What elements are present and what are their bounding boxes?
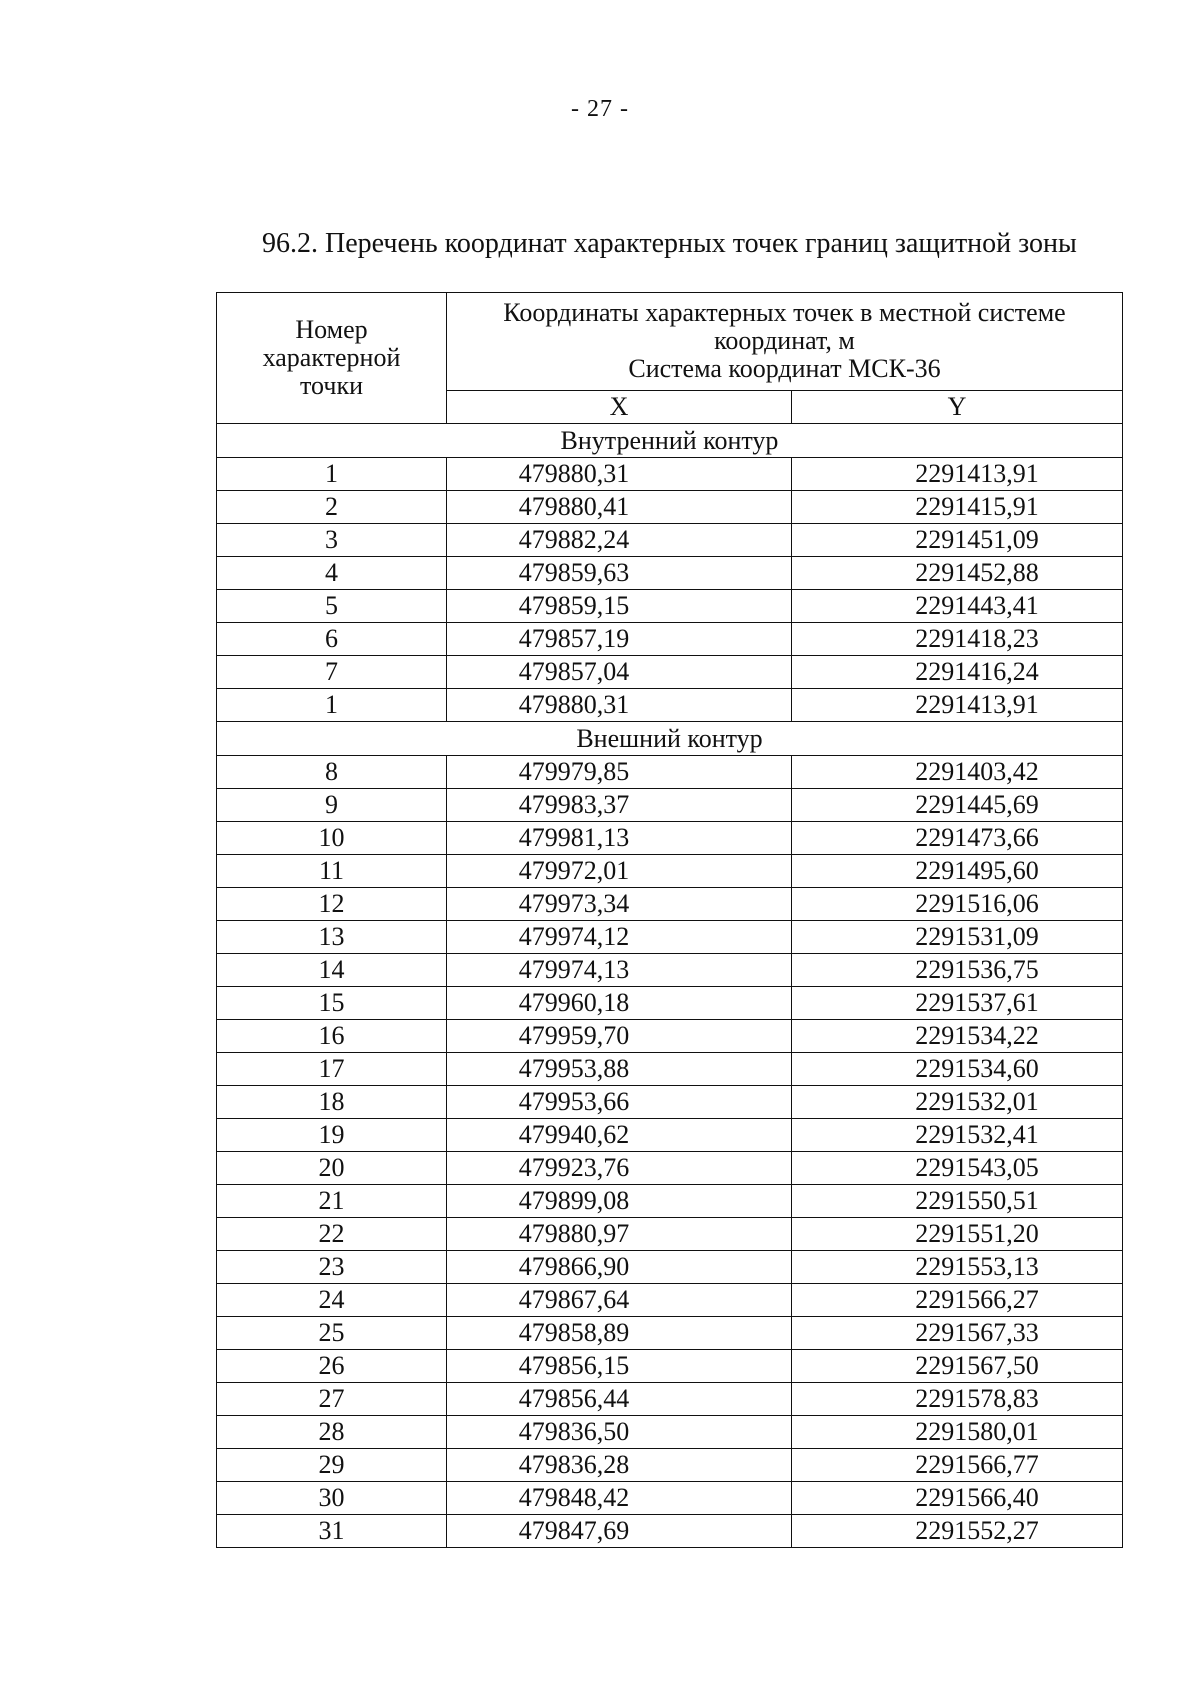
point-number-cell: 28 (217, 1416, 447, 1449)
table-row (217, 1251, 1123, 1284)
y-coordinate-cell: 2291415,91 (792, 491, 1123, 524)
x-coordinate-cell: 479981,13 (447, 822, 792, 855)
y-coordinate-cell: 2291567,33 (792, 1317, 1123, 1350)
section-row (217, 722, 1123, 756)
point-number-cell: 6 (217, 623, 447, 656)
section-title: Внутренний контур (217, 424, 1123, 458)
y-coordinate-cell: 2291567,50 (792, 1350, 1123, 1383)
point-number-cell: 2 (217, 491, 447, 524)
header-number-line: Номер (295, 315, 368, 344)
x-coordinate-cell: 479857,04 (447, 656, 792, 689)
table-row (217, 689, 1123, 722)
header-coordinates (447, 293, 1123, 391)
table-row (217, 1515, 1123, 1548)
table-title: 96.2. Перечень координат характерных точек границ защитной зоны (262, 228, 1077, 259)
table-row (217, 1317, 1123, 1350)
point-number-cell: 27 (217, 1383, 447, 1416)
x-coordinate-cell: 479899,08 (447, 1185, 792, 1218)
header-coords-line: Система координат МСК-36 (628, 354, 941, 384)
y-coordinate-cell: 2291416,24 (792, 656, 1123, 689)
y-coordinate-cell: 2291452,88 (792, 557, 1123, 590)
table-row (217, 921, 1123, 954)
point-number-cell: 29 (217, 1449, 447, 1482)
y-coordinate-cell: 2291418,23 (792, 623, 1123, 656)
table-row (217, 1020, 1123, 1053)
x-coordinate-cell: 479880,31 (447, 458, 792, 491)
header-point-number (217, 293, 447, 424)
table-row (217, 1482, 1123, 1515)
point-number-cell: 3 (217, 524, 447, 557)
section-row (217, 424, 1123, 458)
header-coords-line: координат, м (714, 326, 855, 356)
point-number-cell: 19 (217, 1119, 447, 1152)
point-number-cell: 13 (217, 921, 447, 954)
x-coordinate-cell: 479856,15 (447, 1350, 792, 1383)
table-row (217, 557, 1123, 590)
x-coordinate-cell: 479979,85 (447, 756, 792, 789)
x-coordinate-cell: 479858,89 (447, 1317, 792, 1350)
y-coordinate-cell: 2291551,20 (792, 1218, 1123, 1251)
table-row (217, 756, 1123, 789)
table-row (217, 590, 1123, 623)
point-number-cell: 30 (217, 1482, 447, 1515)
x-coordinate-cell: 479880,97 (447, 1218, 792, 1251)
x-coordinate-cell: 479848,42 (447, 1482, 792, 1515)
y-coordinate-cell: 2291534,22 (792, 1020, 1123, 1053)
x-coordinate-cell: 479972,01 (447, 855, 792, 888)
x-coordinate-cell: 479880,31 (447, 689, 792, 722)
point-number-cell: 18 (217, 1086, 447, 1119)
point-number-cell: 21 (217, 1185, 447, 1218)
table-row (217, 656, 1123, 689)
x-coordinate-cell: 479880,41 (447, 491, 792, 524)
y-coordinate-cell: 2291403,42 (792, 756, 1123, 789)
point-number-cell: 20 (217, 1152, 447, 1185)
point-number-cell: 1 (217, 458, 447, 491)
header-y: Y (792, 390, 1123, 423)
point-number-cell: 1 (217, 689, 447, 722)
x-coordinate-cell: 479974,13 (447, 954, 792, 987)
table-row (217, 1284, 1123, 1317)
y-coordinate-cell: 2291495,60 (792, 855, 1123, 888)
x-coordinate-cell: 479866,90 (447, 1251, 792, 1284)
y-coordinate-cell: 2291473,66 (792, 822, 1123, 855)
coordinates-table (216, 292, 1123, 1548)
y-coordinate-cell: 2291580,01 (792, 1416, 1123, 1449)
page-number: - 27 - (571, 96, 629, 122)
x-coordinate-cell: 479953,88 (447, 1053, 792, 1086)
header-x: X (447, 390, 792, 423)
y-coordinate-cell: 2291443,41 (792, 590, 1123, 623)
table-row (217, 1383, 1123, 1416)
point-number-cell: 5 (217, 590, 447, 623)
table-row (217, 1350, 1123, 1383)
x-coordinate-cell: 479960,18 (447, 987, 792, 1020)
y-coordinate-cell: 2291445,69 (792, 789, 1123, 822)
x-coordinate-cell: 479859,15 (447, 590, 792, 623)
point-number-cell: 12 (217, 888, 447, 921)
point-number-cell: 7 (217, 656, 447, 689)
table-row (217, 623, 1123, 656)
y-coordinate-cell: 2291413,91 (792, 458, 1123, 491)
x-coordinate-cell: 479867,64 (447, 1284, 792, 1317)
x-coordinate-cell: 479974,12 (447, 921, 792, 954)
y-coordinate-cell: 2291566,40 (792, 1482, 1123, 1515)
header-coords-line: Координаты характерных точек в местной системе (503, 298, 1066, 328)
x-coordinate-cell: 479940,62 (447, 1119, 792, 1152)
point-number-cell: 17 (217, 1053, 447, 1086)
point-number-cell: 23 (217, 1251, 447, 1284)
table-row (217, 524, 1123, 557)
x-coordinate-cell: 479857,19 (447, 623, 792, 656)
x-coordinate-cell: 479882,24 (447, 524, 792, 557)
point-number-cell: 15 (217, 987, 447, 1020)
y-coordinate-cell: 2291550,51 (792, 1185, 1123, 1218)
table-row (217, 1449, 1123, 1482)
x-coordinate-cell: 479859,63 (447, 557, 792, 590)
x-coordinate-cell: 479923,76 (447, 1152, 792, 1185)
table-row (217, 789, 1123, 822)
point-number-cell: 24 (217, 1284, 447, 1317)
table-row (217, 1119, 1123, 1152)
y-coordinate-cell: 2291566,27 (792, 1284, 1123, 1317)
x-coordinate-cell: 479836,28 (447, 1449, 792, 1482)
y-coordinate-cell: 2291566,77 (792, 1449, 1123, 1482)
x-coordinate-cell: 479836,50 (447, 1416, 792, 1449)
x-coordinate-cell: 479847,69 (447, 1515, 792, 1548)
y-coordinate-cell: 2291534,60 (792, 1053, 1123, 1086)
header-number-line: характерной (262, 343, 401, 372)
point-number-cell: 26 (217, 1350, 447, 1383)
table-row (217, 491, 1123, 524)
point-number-cell: 10 (217, 822, 447, 855)
x-coordinate-cell: 479973,34 (447, 888, 792, 921)
table-row (217, 822, 1123, 855)
table-row (217, 1053, 1123, 1086)
y-coordinate-cell: 2291532,01 (792, 1086, 1123, 1119)
point-number-cell: 25 (217, 1317, 447, 1350)
point-number-cell: 9 (217, 789, 447, 822)
y-coordinate-cell: 2291413,91 (792, 689, 1123, 722)
y-coordinate-cell: 2291537,61 (792, 987, 1123, 1020)
table-row (217, 1152, 1123, 1185)
section-title: Внешний контур (217, 722, 1123, 756)
y-coordinate-cell: 2291578,83 (792, 1383, 1123, 1416)
table-row (217, 458, 1123, 491)
point-number-cell: 22 (217, 1218, 447, 1251)
x-coordinate-cell: 479959,70 (447, 1020, 792, 1053)
x-coordinate-cell: 479983,37 (447, 789, 792, 822)
y-coordinate-cell: 2291532,41 (792, 1119, 1123, 1152)
y-coordinate-cell: 2291531,09 (792, 921, 1123, 954)
point-number-cell: 8 (217, 756, 447, 789)
y-coordinate-cell: 2291451,09 (792, 524, 1123, 557)
y-coordinate-cell: 2291536,75 (792, 954, 1123, 987)
table-row (217, 1416, 1123, 1449)
table-body (217, 424, 1123, 1548)
table-row (217, 987, 1123, 1020)
point-number-cell: 16 (217, 1020, 447, 1053)
table-row (217, 1086, 1123, 1119)
header-number-line: точки (300, 371, 363, 400)
point-number-cell: 14 (217, 954, 447, 987)
point-number-cell: 11 (217, 855, 447, 888)
table-row (217, 954, 1123, 987)
x-coordinate-cell: 479953,66 (447, 1086, 792, 1119)
y-coordinate-cell: 2291553,13 (792, 1251, 1123, 1284)
table-row (217, 1185, 1123, 1218)
table-row (217, 888, 1123, 921)
table-row (217, 855, 1123, 888)
point-number-cell: 31 (217, 1515, 447, 1548)
table-row (217, 1218, 1123, 1251)
y-coordinate-cell: 2291516,06 (792, 888, 1123, 921)
x-coordinate-cell: 479856,44 (447, 1383, 792, 1416)
y-coordinate-cell: 2291552,27 (792, 1515, 1123, 1548)
point-number-cell: 4 (217, 557, 447, 590)
y-coordinate-cell: 2291543,05 (792, 1152, 1123, 1185)
